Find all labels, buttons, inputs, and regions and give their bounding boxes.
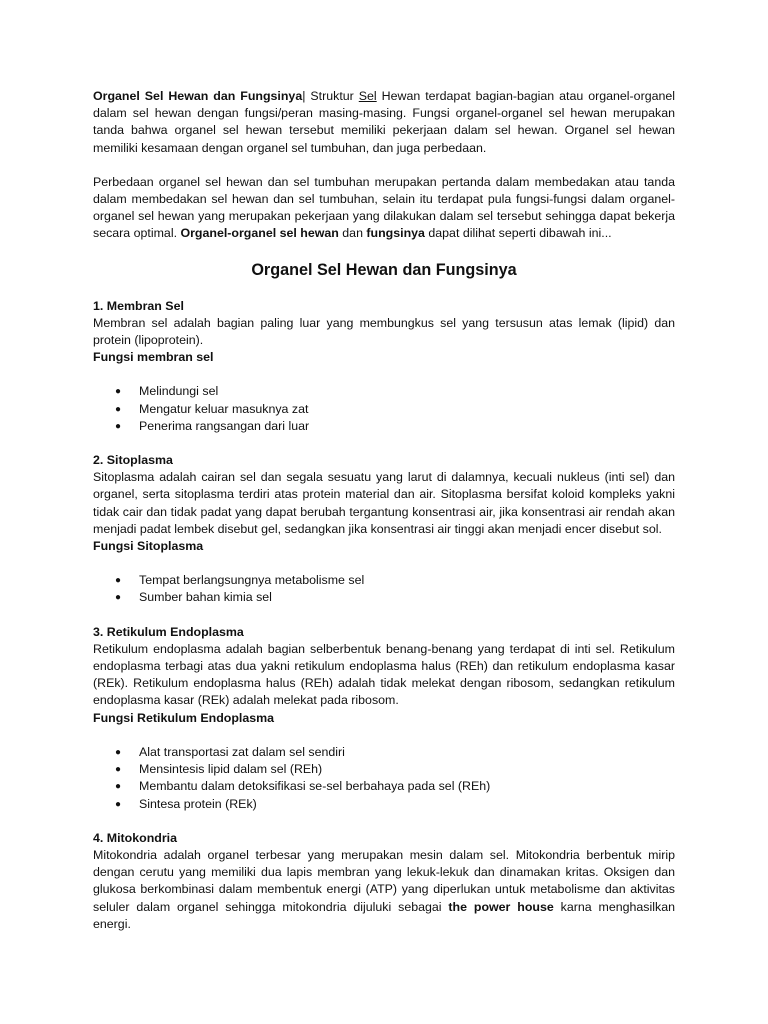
list-item-text: Melindungi sel — [139, 384, 219, 399]
section-heading: 2. Sitoplasma — [93, 453, 173, 468]
list-item — [93, 778, 675, 795]
intro-bold: fungsinya — [366, 226, 425, 241]
list-item — [93, 796, 675, 813]
list-item — [93, 401, 675, 418]
bullet-icon: ● — [115, 798, 122, 810]
section-heading: 1. Membran Sel — [93, 298, 184, 313]
list-item-text: Mengatur keluar masuknya zat — [139, 401, 309, 416]
list-item-text: Membantu dalam detoksifikasi se-sel berbahaya pada sel (REh) — [139, 779, 491, 794]
bullet-icon: ● — [115, 781, 122, 793]
section-body: Membran sel adalah bagian paling luar yang membungkus sel yang tersusun atas lemak (lipid) dan protein (lipoprotein). — [93, 315, 675, 348]
intro-bold-title: Organel Sel Hewan dan Fungsinya — [93, 89, 303, 103]
section-heading: 3. Retikulum Endoplasma — [93, 624, 244, 639]
bullet-icon: ● — [115, 575, 122, 587]
list-item — [93, 744, 675, 761]
list-item — [93, 589, 675, 606]
bullet-icon: ● — [115, 386, 122, 398]
function-list — [93, 383, 675, 435]
sel-link[interactable]: Sel — [358, 89, 377, 103]
intro-text: dan — [338, 226, 367, 241]
function-list — [93, 744, 675, 813]
body-text: karna menghasilkan energi. — [93, 899, 675, 931]
list-item — [93, 572, 675, 589]
function-heading: Fungsi Sitoplasma — [93, 539, 204, 554]
intro-bold: Organel-organel sel hewan — [180, 226, 339, 241]
bullet-icon: ● — [115, 746, 122, 758]
function-heading: Fungsi Retikulum Endoplasma — [93, 710, 275, 725]
page-title: Organel Sel Hewan dan Fungsinya — [251, 260, 517, 279]
section-body: Sitoplasma adalah cairan sel dan segala sesuatu yang larut di dalamnya, kecuali nukleus (inti sel) dan organel, serta sitoplasma terdiri atas protein material dan air. Sitoplasma bersifat koloid kompleks yakni tidak cair dan tidak padat yang dapat berubah tergantung konsentrasi air, jika konsentrasi air rendah akan menjadi padat lembek disebut gel, sedangkan jika konsentrasi air tinggi akan menjadi encer disebut sol. — [93, 470, 675, 536]
intro-text: | Struktur — [302, 89, 359, 103]
intro-paragraph-2 — [93, 174, 675, 243]
list-item — [93, 383, 675, 400]
list-item — [93, 761, 675, 778]
body-text: Mitokondria adalah organel terbesar yang merupakan mesin dalam sel. Mitokondria berbentuk mirip dengan cerutu yang memiliki dua lapis membran yang lekuk-lekuk dan dinamakan kritas. Oksigen dan glukosa berkombinasi dalam membentuk energi (ATP) yang diperlukan untuk metabolisme dan aktivitas seluler dalam organel sehingga mitokondria dijuluki sebagai — [93, 847, 675, 914]
body-bold: the power house — [448, 899, 554, 914]
list-item — [93, 418, 675, 435]
list-item-text: Sintesa protein (REk) — [139, 796, 257, 811]
section-body: Retikulum endoplasma adalah bagian selberbentuk benang-benang yang terdapat di inti sel. Retikulum endoplasma terbagi atas dua yakni retikulum endoplasma halus (REh) dan retikulum endoplasma kasar (REk). Retikulum endoplasma halus (REh) adalah tidak melekat dengan ribosom, sedangkan retikulum endoplasma kasar (REk) adalah melekat pada ribosom. — [93, 641, 675, 708]
function-heading: Fungsi membran sel — [93, 350, 214, 365]
list-item-text: Alat transportasi zat dalam sel sendiri — [139, 744, 345, 759]
bullet-icon: ● — [115, 592, 122, 604]
bullet-icon: ● — [115, 420, 122, 432]
list-item-text: Tempat berlangsungnya metabolisme sel — [139, 573, 365, 588]
list-item-text: Sumber bahan kimia sel — [139, 590, 272, 605]
section-body — [93, 847, 675, 933]
intro-text: Hewan terdapat bagian-bagian atau organel-organel dalam sel hewan dengan fungsi/peran masing-masing. Fungsi organel-organel sel hewan merupakan tanda bahwa organel sel hewan tersebut memiliki pekerjaan dalam sel hewan. Organel sel hewan memiliki kesamaan dengan organel sel tumbuhan, dan juga perbedaan. — [93, 89, 676, 155]
function-list — [93, 572, 675, 606]
intro-paragraph-1 — [93, 88, 675, 157]
list-item-text: Mensintesis lipid dalam sel (REh) — [139, 762, 323, 777]
list-item-text: Penerima rangsangan dari luar — [139, 418, 310, 433]
bullet-icon: ● — [115, 403, 122, 415]
section-heading: 4. Mitokondria — [93, 830, 177, 845]
bullet-icon: ● — [115, 764, 122, 776]
intro-text: dapat dilihat seperti dibawah ini... — [424, 226, 612, 241]
intro-text: Perbedaan organel sel hewan dan sel tumbuhan merupakan pertanda dalam membedakan atau tanda dalam membedakan sel hewan dan sel tumbuhan, selain itu terdapat pula fungsi-fungsi dalam organel-organel sel hewan yang merupakan pekerjaan yang dilakukan dalam sel tersebut sehingga dapat bekerja secara optimal. — [93, 174, 675, 241]
